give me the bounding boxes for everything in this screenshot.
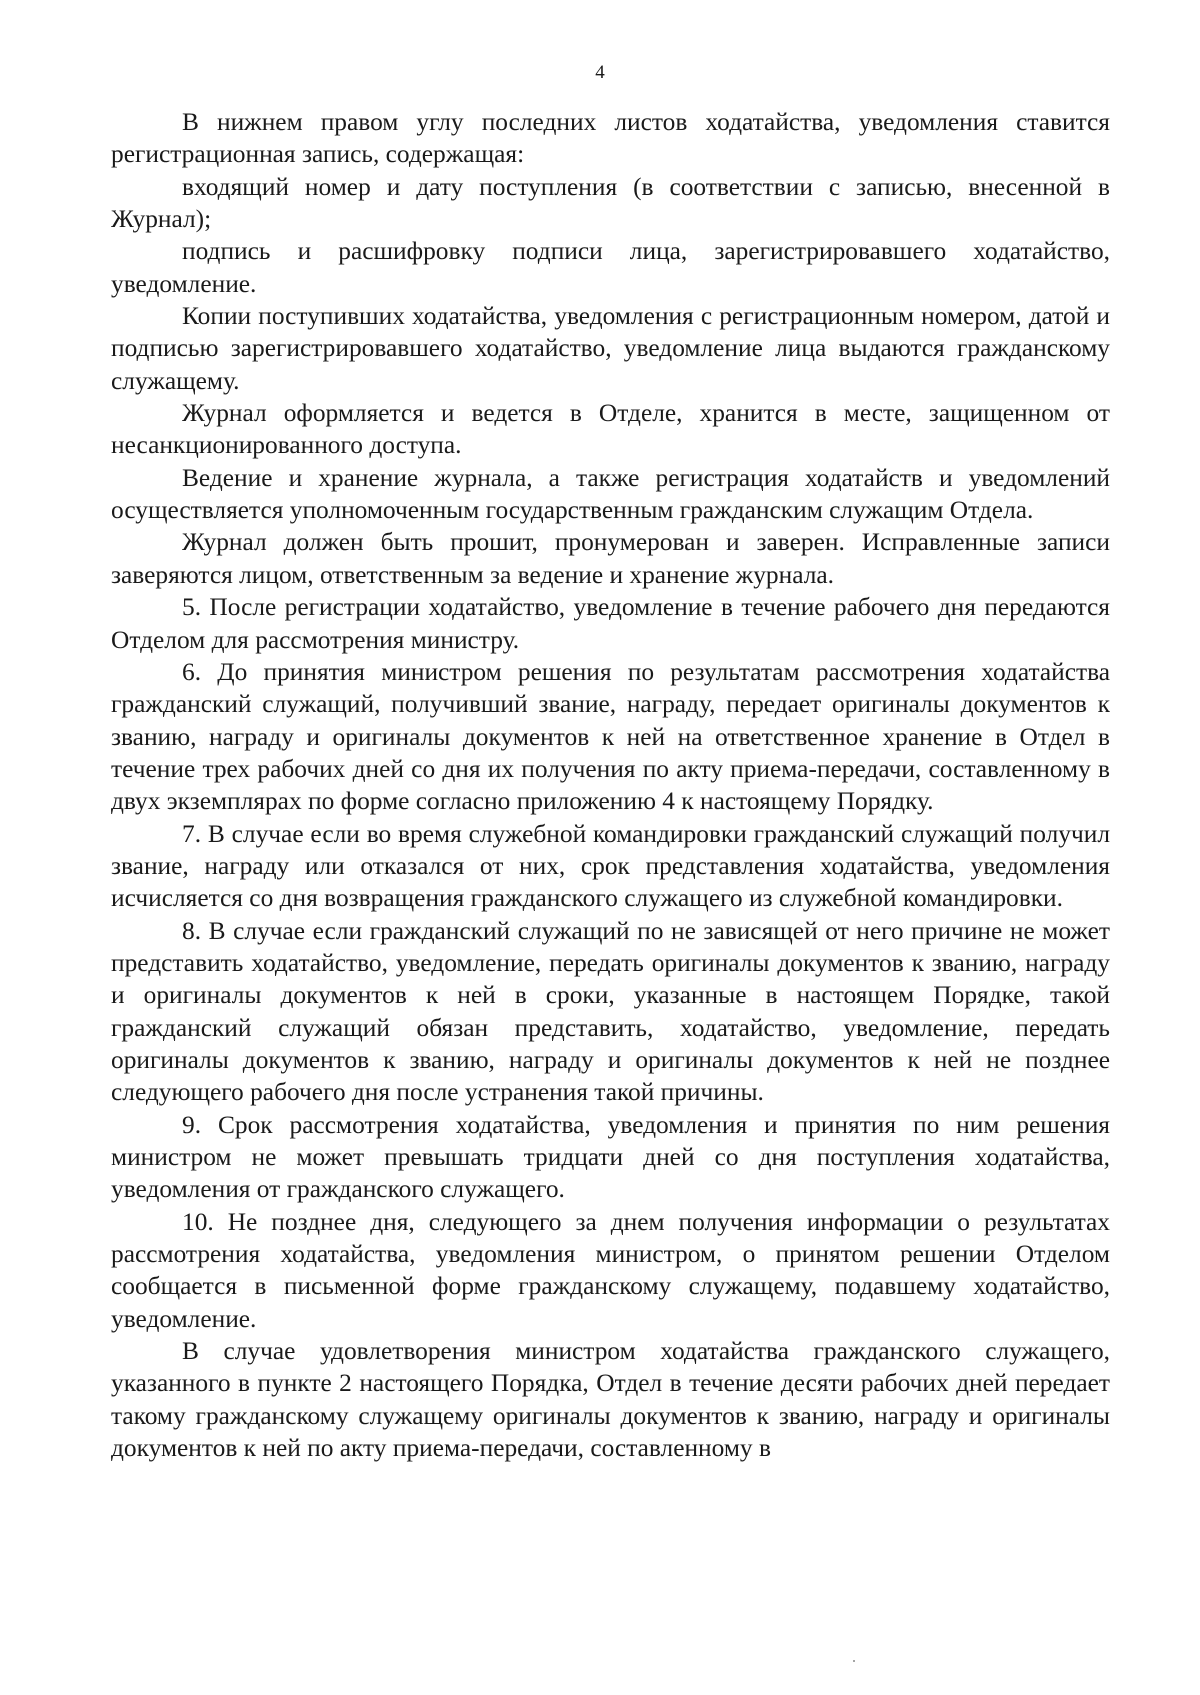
paragraph-registration-record: В нижнем правом углу последних листов ходатайства, уведомления ставится регистрационная запись, содержащая: bbox=[111, 108, 1110, 169]
paragraph-item-7: 7. В случае если во время служебной командировки гражданский служащий получил звание, награду или отказался от них, срок представления ходатайства, уведомления исчисляется со дня возвращения гражданского служащего из служебной командировки. bbox=[111, 819, 1110, 913]
paragraph-item-8: 8. В случае если гражданский служащий по не зависящей от него причине не может представить ходатайство, уведомление, передать оригиналы документов к званию, награду и оригиналы документов к ней в сроки, указанные в настоящем Порядке, такой гражданский служащий обязан представить, ходатайство, уведомление, передать оригиналы документов к званию, награду и оригиналы документов к ней не позднее следующего рабочего дня после устранения такой причины. bbox=[111, 916, 1110, 1107]
paragraph-journal-storage: Журнал оформляется и ведется в Отделе, хранится в месте, защищенном от несанкционированного доступа. bbox=[111, 399, 1110, 460]
paragraph-approval: В случае удовлетворения министром ходатайства гражданского служащего, указанного в пункте 2 настоящего Порядка, Отдел в течение десяти рабочих дней передает такому гражданскому служащему оригиналы документов к званию, награду и оригиналы документов к ней по акту приема-передачи, составленному в bbox=[111, 1337, 1110, 1463]
paragraph-item-10: 10. Не позднее дня, следующего за днем получения информации о результатах рассмотрения ходатайства, уведомления министром, о принятом решении Отделом сообщается в письменной форме гражданскому служащему, подавшему ходатайство, уведомление. bbox=[111, 1207, 1110, 1333]
paragraph-signature: подпись и расшифровку подписи лица, зарегистрировавшего ходатайство, уведомление. bbox=[111, 237, 1110, 298]
paragraph-item-5: 5. После регистрации ходатайство, уведомление в течение рабочего дня передаются Отделом для рассмотрения министру. bbox=[111, 593, 1110, 654]
paragraph-item-9: 9. Срок рассмотрения ходатайства, уведомления и принятия по ним решения министром не может превышать тридцати дней со дня поступления ходатайства, уведомления от гражданского служащего. bbox=[111, 1110, 1110, 1204]
paragraph-item-6: 6. До принятия министром решения по результатам рассмотрения ходатайства гражданский служащий, получивший звание, награду, передает оригиналы документов к званию, награду и оригиналы документов к ней на ответственное хранение в Отдел в течение трех рабочих дней со дня их получения по акту приема-передачи, составленному в двух экземплярах по форме согласно приложению 4 к настоящему Порядку. bbox=[111, 657, 1110, 816]
page-number: 4 bbox=[595, 62, 605, 83]
paragraph-journal-binding: Журнал должен быть прошит, пронумерован и заверен. Исправленные записи заверяются лицом, ответственным за ведение и хранение журнала. bbox=[111, 528, 1110, 589]
scan-artifact-dot bbox=[853, 1660, 855, 1662]
document-body bbox=[111, 106, 1110, 1464]
paragraph-journal-maintenance: Ведение и хранение журнала, а также регистрация ходатайств и уведомлений осуществляется уполномоченным государственным гражданским служащим Отдела. bbox=[111, 463, 1110, 525]
paragraph-copies: Копии поступивших ходатайства, уведомления с регистрационным номером, датой и подписью зарегистрировавшего ходатайство, уведомление лица выдаются гражданскому служащему. bbox=[111, 302, 1110, 395]
paragraph-incoming-number: входящий номер и дату поступления (в соответствии с записью, внесенной в Журнал); bbox=[111, 172, 1110, 234]
